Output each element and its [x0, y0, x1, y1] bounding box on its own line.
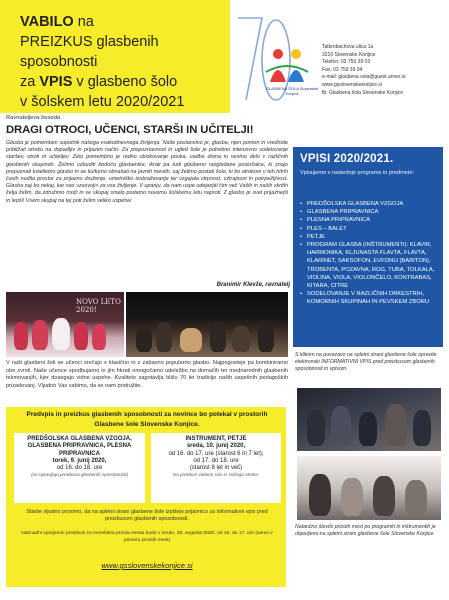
contact-phone: Telefon: 03 759 39 03 [322, 59, 371, 66]
program-list [300, 200, 442, 307]
instrument-time-1: od 16. do 17. ure (starost 6 in 7 let), [168, 450, 264, 457]
contact-facebook[interactable]: fb: Glasbena šola Slovenske Konjice [322, 89, 404, 96]
parent-note: Starše vljudno prosimo, da na spletni strani glasbene šole izpišejo prijavnico za informativni vpis pred preizkusom glasbenih sposobnosti. [26, 509, 268, 523]
instrument-time-2: od 17. do 18. ure [193, 457, 239, 464]
enrollment-subtitle: Vpisujemo v naslednje programe in predmete: [300, 170, 415, 176]
section-kicker: Ravnateljeva beseda [6, 115, 61, 121]
instrument-note: Na preizkus vabimo Vas in Vašega otroka. [172, 472, 260, 478]
header [0, 0, 449, 113]
orchestra-photo [126, 292, 288, 357]
program-item: • PLESNA PRIPRAVNICA [300, 216, 442, 224]
program-item: • GLASBENA PRIPRAVNICA [300, 208, 442, 216]
invitation-title: Predvpis in preizkus glasbenih sposobnosti za novince bo potekal v prostorih Glasbene šole Slovenske Konjice. [26, 411, 268, 428]
header-title: VABILO na PREIZKUS glasbenih sposobnosti za VPIS v glasbeno šolo v šolskem letu 2020/2021 [20, 14, 185, 110]
website-link[interactable]: www.gsslovenskekonjice.si [101, 561, 193, 570]
contact-city: 3210 Slovenske Konjice [322, 51, 376, 58]
preschool-schedule-text [16, 436, 143, 478]
free-places-note: Natančno število prostih mest po programih in inštrumentih je objavljeno na spletni strani glasbene šole Slovenske Konjice. [295, 524, 436, 537]
preschool-note: (ne opravljajo preizkusa glasbenih sposobnosti) [31, 472, 128, 478]
program-item: • SODELOVANJE V RAZLIČNIH ORKESTRIH, KOMORNIH SKUPINAH IN PEVSKEM ZBORU [300, 290, 442, 306]
ensemble-photo [297, 388, 441, 451]
headline: DRAGI OTROCI, UČENCI, STARŠI IN UČITELJI! [6, 124, 254, 136]
contact-address: Tattenbachova ulica 1a [322, 44, 374, 50]
preschool-heading: PREDŠOLSKA GLASBENA VZGOJA, GLASBENA PRIPRAVNICA, PLESNA PRIPRAVNICA [27, 436, 132, 457]
signature: Branimir Klevže, ravnatelj [216, 282, 290, 288]
instrument-heading: INSTRUMENT, PETJE [185, 436, 247, 442]
instrument-time-3: (starost 8 let in več) [189, 465, 243, 472]
contact-fax: Fax: 03 759 39 04 [322, 66, 363, 73]
program-item: • PREDŠOLSKA GLASBENA VZGOJA [300, 200, 442, 208]
principal-letter: Glasba je pomemben sopotnik našega vsakodnevnega življenja. Naše poslanstvo je, glasba, njen pomen in vrednote približati otroku na dopadljiv in prijazen način. Za prepoznavnost in ugled šole je potrebno intenzivno sodelovanje staršev, otrok in učiteljev. Zelo pomembno je redno obiskovanje pouka, vadba doma in vestno delo v različnih glasbenih skupinah. Želimo vzbuditi bodočo glasbenike, ikrati pa tudi glasbeno razgledane poslušalce, ki znajo prepoznati kvalitetno glasbo in se kulturno obnašati na javnih mestih, saj želimo postati šola, ki bo otrokom v teh hitrih časih nudila prostor za prijazno druženje, umetniško izobraževanje ter vzgajala strpnost, vztrajnost in potrpežljivost. Glasba naj bo nekaj, kar nas »zasvoji« za vse življenje. V upanju, da nam uspe udejanjiti čim več Vaših in naših skritih želja želim, da združimo moči in se skupaj smelo podamo novemu šolskemu letu naproti. Z glasbo je svet prijaznejši in lepši! Vsem skupaj na tej poti želim veliko uspeha! [6, 140, 288, 204]
late-test-note: Naknadni sprejemni preizkusi za morebitna prosta mesta bodo v sredo, 26. avgusta 2020, od 16. do 17. ure (samo v primeru prostih mest) [21, 531, 273, 543]
contact-website[interactable]: www.gsslovenskekonjice.si [322, 81, 383, 88]
contact-block [322, 44, 447, 97]
preschool-time: od 16. do 18. ure [56, 465, 103, 472]
dance-photo [6, 292, 124, 357]
logo-caption: GLASBENA ŠOLA Slovenske Konjice [265, 86, 319, 96]
instrument-schedule-text [153, 436, 279, 478]
program-item: • PETJE [300, 233, 442, 241]
enrollment-title: VPISI 2020/2021. [300, 153, 394, 165]
contact-email[interactable]: e-mail: glasbena.sola@guest.arnes.si [322, 74, 406, 81]
program-item: • PLES – BALET [300, 225, 442, 233]
instrument-date: sreda, 10. junij 2020, [186, 443, 246, 450]
photo-caption: NOVO LETO 2020! [76, 298, 121, 314]
preschool-date: torek, 9. junij 2020, [52, 457, 107, 464]
title-word-vabilo: VABILO [20, 14, 74, 30]
program-item: • PROGRAM GLASBA (INŠTRUMENTI): KLAVIR, HARMONIKA, KLJUNASTA FLAVTA, FLAVTA, KLARINET, SAKSOFON, EVFONIJ (BARITON), TROBENTA, POZAVNA, ROG, TUBA, TOLKALA, VIOLINA, VIOLA, VIOLONČELO, KONTRABAS, KITARA, CITRE [300, 241, 442, 290]
online-enrollment-note: S klikom na povezavo na spletni strani glasbene šole opravite elektronski INFORMATIVNI VPIS pred preizkusom glasbenih sposobnosti in vpisom. [295, 352, 437, 372]
students-photo [297, 456, 441, 520]
school-description: V naši glasbeni šoli se učenci srečajo s klasično in z zabavno popularno glasbo. Najpogosteje pa kombiniramo obe zvrsti. Naše učence spodbujamo in jim hkrati omogočamo udeležbo na domačih ter mednarodnih glasbenih tekmovanjih, kjer dosegajo vidne uspehe. Kvaliteto zagotavlja bližu 70 let tradicije naših uspešnih pedagoških prizadevanj. Vljudno Vas vabimo, da se nam pridružite. [6, 360, 288, 389]
school-logo [262, 42, 312, 88]
